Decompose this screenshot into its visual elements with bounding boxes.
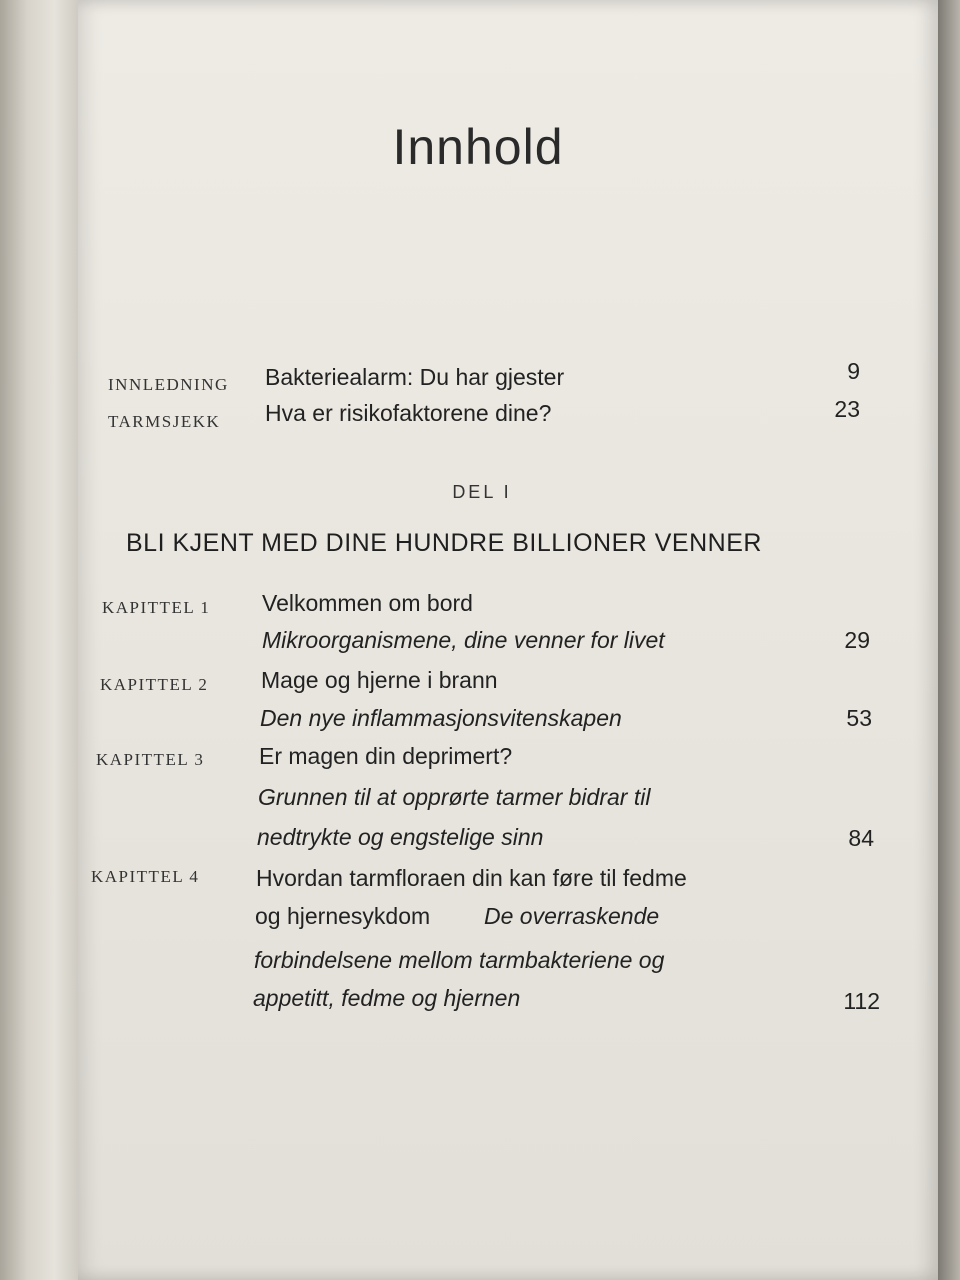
book-page xyxy=(78,0,938,1280)
book-edge xyxy=(938,0,960,1280)
chapter-label-3: KAPITTEL 3 xyxy=(96,750,205,769)
chapter-subtitle-3b: nedtrykte og engstelige sinn xyxy=(257,824,544,850)
page-number-tarmsjekk: 23 xyxy=(834,396,860,422)
chapter-title-1: Velkommen om bord xyxy=(262,590,473,616)
chapter-title-2: Mage og hjerne i brann xyxy=(261,667,498,693)
chapter-title-3: Er magen din deprimert? xyxy=(259,743,513,769)
page-number-chapter-3: 84 xyxy=(848,825,874,851)
chapter-title-4b: og hjernesykdom xyxy=(255,903,431,929)
chapter-label-2: KAPITTEL 2 xyxy=(100,675,209,694)
chapter-label-1: KAPITTEL 1 xyxy=(102,598,211,617)
chapter-subtitle-1: Mikroorganismene, dine venner for livet xyxy=(262,627,665,653)
toc-entry-tarmsjekk: Hva er risikofaktorene dine? xyxy=(265,400,552,426)
chapter-subtitle-4a: De overraskende xyxy=(484,903,660,929)
chapter-label-4: KAPITTEL 4 xyxy=(91,867,200,886)
page-number-chapter-1: 29 xyxy=(844,627,870,653)
chapter-subtitle-2: Den nye inflammasjonsvitenskapen xyxy=(260,705,622,731)
page-number-chapter-2: 53 xyxy=(846,705,872,731)
chapter-subtitle-4c: appetitt, fedme og hjernen xyxy=(253,985,521,1011)
chapter-subtitle-4b: forbindelsene mellom tarmbakteriene og xyxy=(254,947,665,973)
page-number-innledning: 9 xyxy=(847,358,860,384)
page-title: Innhold xyxy=(392,119,564,175)
toc-entry-innledning: Bakteriealarm: Du har gjester xyxy=(265,364,565,390)
chapter-title-4: Hvordan tarmfloraen din kan føre til fedme xyxy=(256,865,687,891)
left-page-edge xyxy=(0,0,78,1280)
chapter-subtitle-3a: Grunnen til at opprørte tarmer bidrar til xyxy=(258,784,651,810)
part-title: BLI KJENT MED DINE HUNDRE BILLIONER VENNER xyxy=(126,529,762,557)
toc-label-innledning: INNLEDNING xyxy=(108,375,229,394)
page-number-chapter-4: 112 xyxy=(843,988,880,1014)
part-label: DEL I xyxy=(452,482,512,502)
toc-label-tarmsjekk: TARMSJEKK xyxy=(108,412,221,431)
